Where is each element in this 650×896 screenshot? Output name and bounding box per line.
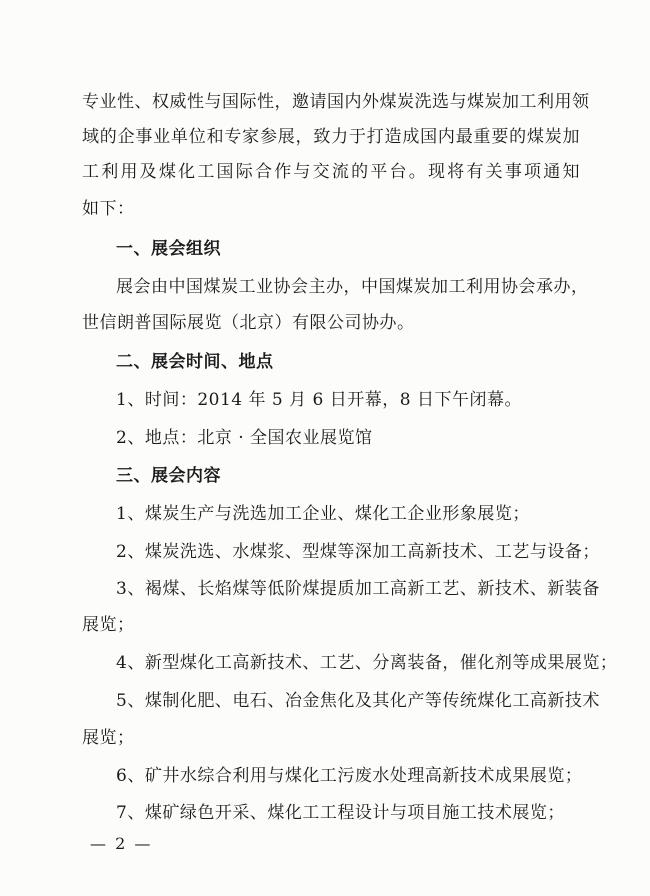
paragraph-line: 专业性、权威性与国际性，邀请国内外煤炭洗选与煤炭加工利用领: [82, 92, 590, 112]
list-item: 7、煤矿绿色开采、煤化工工程设计与项目施工技术展览；: [116, 803, 565, 823]
list-item: 1、时间：2014 年 5 月 6 日开幕，8 日下午闭幕。: [116, 390, 522, 410]
paragraph-line: 世信朗普国际展览（北京）有限公司协办。: [82, 313, 415, 333]
page-number: — 2 —: [90, 834, 153, 853]
paragraph-line: 展会由中国煤炭工业协会主办，中国煤炭加工利用协会承办，: [116, 277, 589, 297]
list-item: 2、地点：北京 · 全国农业展览馆: [116, 428, 373, 448]
list-item: 2、煤炭洗选、水煤浆、型煤等深加工高新技术、工艺与设备；: [116, 542, 600, 562]
list-item: 4、新型煤化工高新技术、工艺、分离装备，催化剂等成果展览；: [116, 653, 618, 673]
paragraph-line: 工利用及煤化工国际合作与交流的平台。现将有关事项通知: [82, 162, 580, 182]
list-item: 1、煤炭生产与洗选加工企业、煤化工企业形象展览；: [116, 504, 530, 524]
paragraph-line: 如下：: [82, 199, 135, 219]
list-item: 6、矿井水综合利用与煤化工污废水处理高新技术成果展览；: [116, 766, 583, 786]
list-item-continuation: 展览；: [82, 615, 135, 635]
section-heading-time-place: 二、展会时间、地点: [116, 352, 274, 372]
list-item-continuation: 展览；: [82, 728, 135, 748]
paragraph-line: 域的企事业单位和专家参展，致力于打造成国内最重要的煤炭加: [82, 127, 580, 147]
list-item: 5、煤制化肥、电石、冶金焦化及其化产等传统煤化工高新技术: [116, 691, 600, 711]
list-item: 3、褐煤、长焰煤等低阶煤提质加工高新工艺、新技术、新装备: [116, 579, 600, 599]
section-heading-organization: 一、展会组织: [116, 239, 221, 259]
section-heading-content: 三、展会内容: [116, 466, 221, 486]
